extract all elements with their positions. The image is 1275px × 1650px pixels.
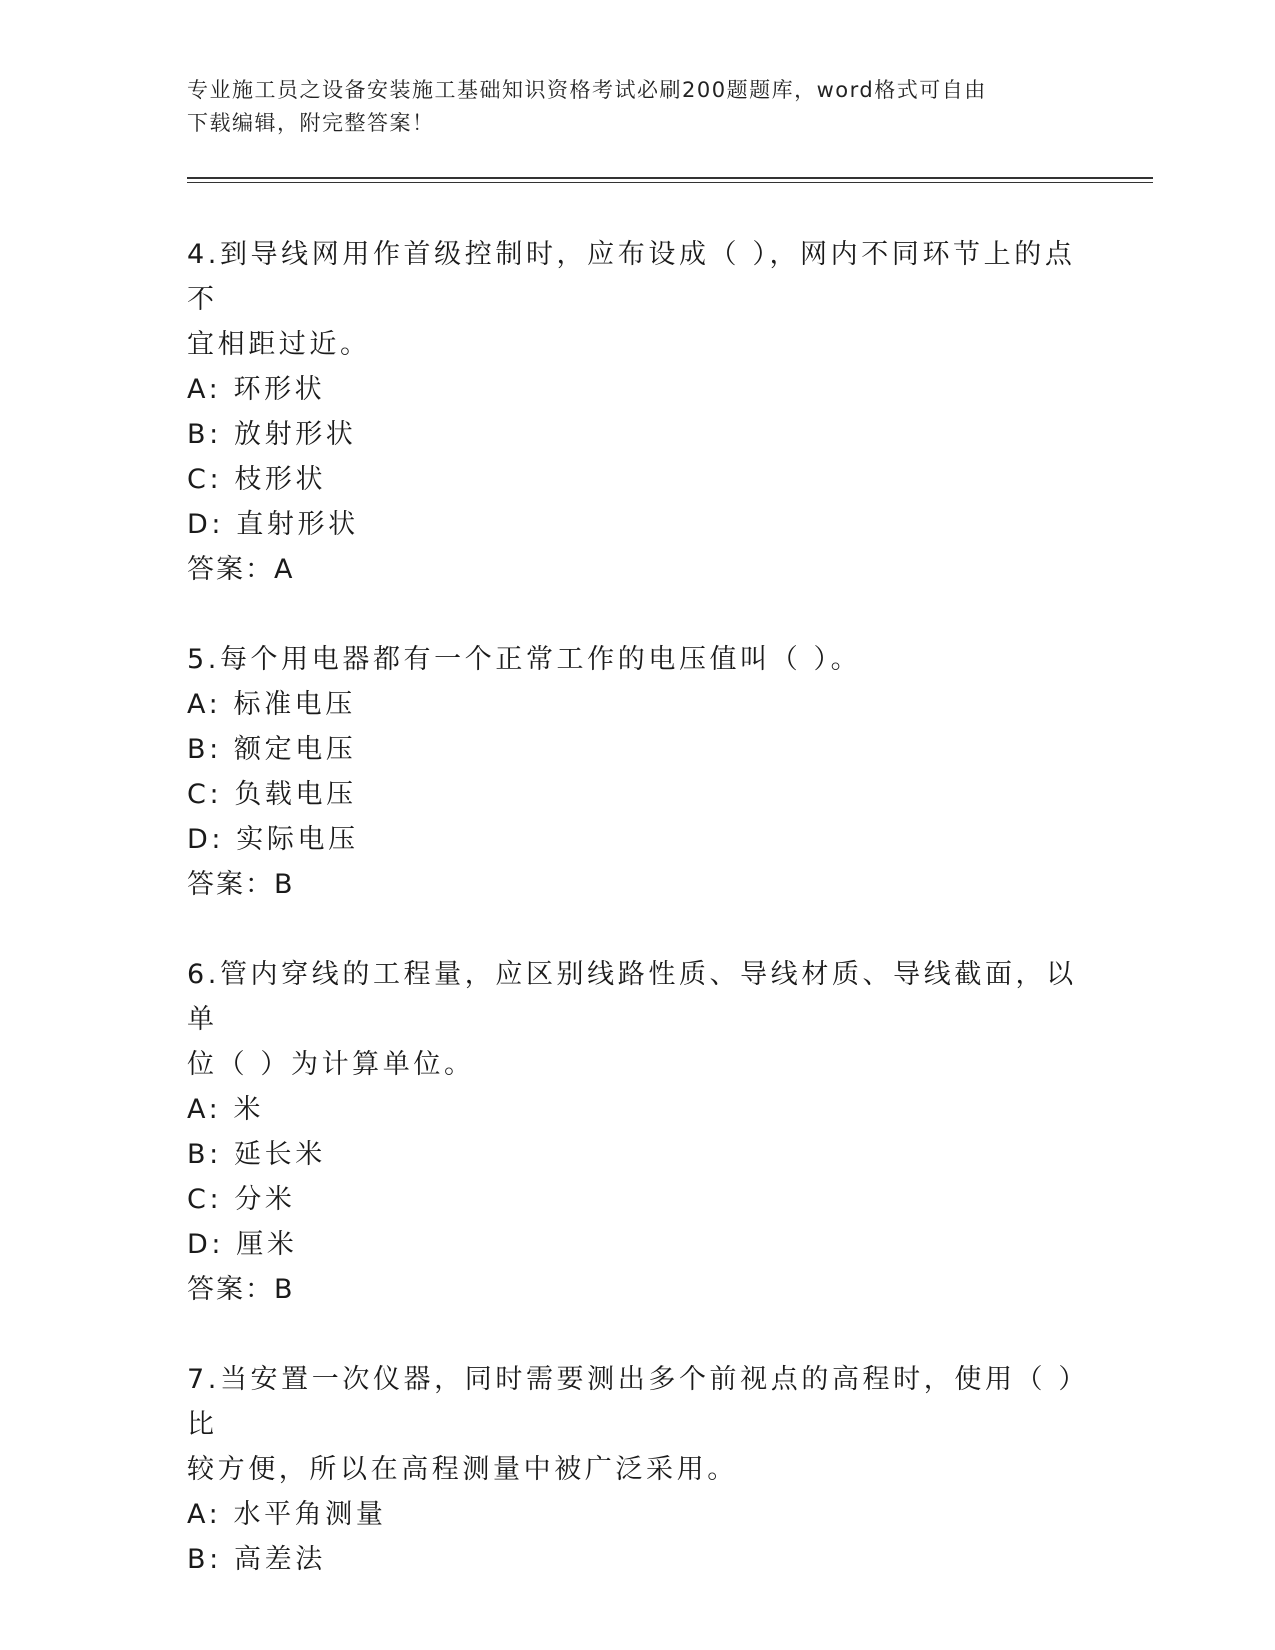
answer-label: 答案： (187, 1274, 274, 1305)
answer (187, 862, 1087, 907)
answer-value: B (274, 1274, 294, 1305)
option-b: B: 延长米 (187, 1139, 326, 1170)
question-stem-line: 7.当安置一次仪器，同时需要测出多个前视点的高程时，使用（ ）比 (187, 1364, 1076, 1440)
option-c: C: 分米 (187, 1184, 296, 1215)
answer (187, 1267, 1087, 1312)
question-4 (187, 232, 1087, 592)
header-title-line-1: 专业施工员之设备安装施工基础知识资格考试必刷200题题库，word格式可自由 (187, 78, 987, 102)
answer-label: 答案： (187, 869, 274, 900)
question-7 (187, 1357, 1087, 1582)
question-stem-line: 6.管内穿线的工程量，应区别线路性质、导线材质、导线截面，以单 (187, 959, 1077, 1035)
option-b: B: 放射形状 (187, 419, 357, 450)
document-header (187, 74, 1067, 140)
header-divider-thick (187, 177, 1153, 179)
answer (187, 547, 1087, 592)
option-a: A: 米 (187, 1094, 265, 1125)
question-stem-line: 4.到导线网用作首级控制时，应布设成（ ），网内不同环节上的点不 (187, 239, 1076, 315)
question-5 (187, 637, 1087, 907)
option-a: A: 水平角测量 (187, 1499, 387, 1530)
option-c: C: 负载电压 (187, 779, 357, 810)
option-b: B: 额定电压 (187, 734, 357, 765)
question-stem-line: 较方便，所以在高程测量中被广泛采用。 (187, 1454, 738, 1485)
option-b: B: 高差法 (187, 1544, 326, 1575)
question-stem-line: 5.每个用电器都有一个正常工作的电压值叫（ ）。 (187, 644, 862, 675)
answer-label: 答案： (187, 554, 274, 585)
answer-value: A (274, 554, 294, 585)
question-6 (187, 952, 1087, 1312)
option-a: A: 环形状 (187, 374, 326, 405)
option-d: D: 厘米 (187, 1229, 298, 1260)
answer-value: B (274, 869, 294, 900)
question-stem-line: 宜相距过近。 (187, 329, 371, 360)
header-title-line-2: 下载编辑，附完整答案！ (187, 111, 435, 135)
question-stem-line: 位（ ）为计算单位。 (187, 1049, 475, 1080)
option-d: D: 实际电压 (187, 824, 359, 855)
option-c: C: 枝形状 (187, 464, 327, 495)
question-list (187, 232, 1087, 1627)
option-a: A: 标准电压 (187, 689, 356, 720)
option-d: D: 直射形状 (187, 509, 359, 540)
header-divider-thin (187, 182, 1153, 183)
